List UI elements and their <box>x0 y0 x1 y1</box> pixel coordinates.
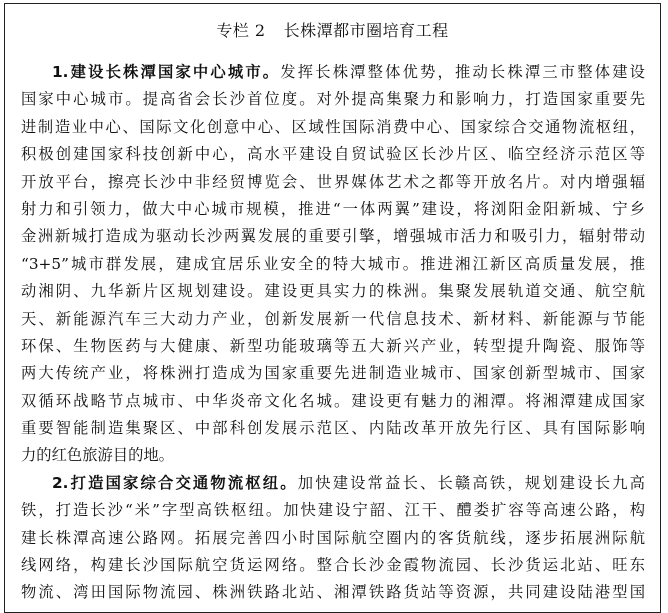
paragraph-line: 进制造业中心、国际文化创意中心、区域性国际消费中心、国家综合交通物流枢纽， <box>21 117 645 136</box>
paragraph-line: 2.打造国家综合交通物流枢纽。加快建设常益长、长赣高铁，规划建设长九高 <box>52 473 645 492</box>
paragraph-line: “3+5”城市群发展，建成宜居乐业安全的特大城市。推进湘江新区高质量发展，推 <box>21 254 645 273</box>
column-body <box>21 59 645 607</box>
paragraph-line: 建长株潭高速公路网。拓展完善四小时国际航空圈内的客货航线，逐步拓展洲际航 <box>21 528 645 547</box>
paragraph-line: 力的红色旅游目的地。 <box>21 446 174 465</box>
paragraph-line: 两大传统产业，将株洲打造成为国家重要先进制造业城市、国家创新型城市、国家 <box>21 364 645 383</box>
section-heading: 1.建设长株潭国家中心城市。 <box>52 63 281 81</box>
paragraph-line: 天、新能源汽车三大动力产业，创新发展新一代信息技术、新材料、新能源与节能 <box>21 309 645 328</box>
column-box <box>4 3 661 613</box>
paragraph-line: 线网络，构建长沙国际航空货运网络。整合长沙金霞物流园、长沙货运北站、旺东 <box>21 556 645 575</box>
paragraph-line: 铁，打造长沙“米”字型高铁枢纽。加快建设宁韶、江干、醴娄扩容等高速公路，构 <box>21 501 645 520</box>
paragraph-line: 国家中心城市。提高省会长沙首位度。对外提高集聚力和影响力，打造国家重要先 <box>21 90 645 109</box>
paragraph-line: 开放平台，擦亮长沙中非经贸博览会、世界媒体艺术之都等开放名片。对内增强辐 <box>21 172 645 191</box>
paragraph-line: 动湘阴、九华新片区规划建设。建设更具实力的株洲。集聚发展轨道交通、航空航 <box>21 282 645 301</box>
paragraph-line: 金洲新城打造成为驱动长沙两翼发展的重要引擎，增强城市活力和吸引力，辐射带动 <box>21 227 645 246</box>
paragraph-line: 双循环战略节点城市、中华炎帝文化名城。建设更有魅力的湘潭。将湘潭建成国家 <box>21 391 645 410</box>
section-heading: 2.打造国家综合交通物流枢纽。 <box>52 473 298 492</box>
column-label: 专栏 2 <box>216 21 266 40</box>
paragraph-line: 物流、湾田国际物流园、株洲铁路北站、湘潭铁路货站等资源，共同建设陆港型国 <box>21 583 645 602</box>
paragraph-line: 射力和引领力，做大中心城市规模，推进“一体两翼”建设，将浏阳金阳新城、宁乡 <box>21 199 645 218</box>
paragraph-line: 积极创建国家科技创新中心，高水平建设自贸试验区长沙片区、临空经济示范区等 <box>21 145 645 164</box>
column-title <box>5 20 660 42</box>
paragraph-line: 重要智能制造集聚区、中部科创发展示范区、内陆改革开放先行区、具有国际影响 <box>21 419 645 438</box>
paragraph-line: 1.建设长株潭国家中心城市。发挥长株潭整体优势，推动长株潭三市整体建设 <box>52 63 645 81</box>
column-title-text: 长株潭都市圈培育工程 <box>283 21 449 40</box>
paragraph-line: 环保、生物医药与大健康、新型功能玻璃等五大新兴产业，转型提升陶瓷、服饰等 <box>21 336 645 355</box>
